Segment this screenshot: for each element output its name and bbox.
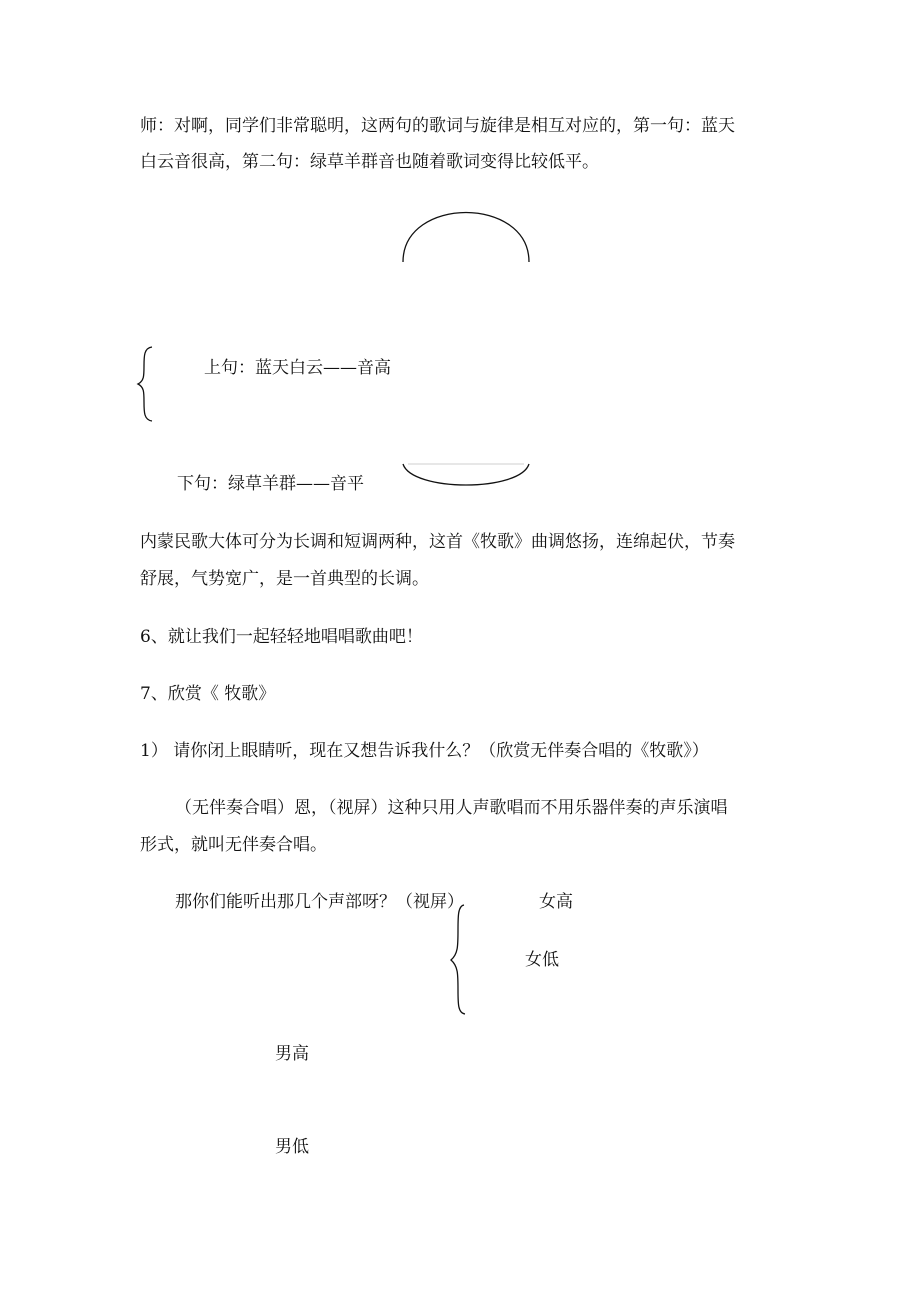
left-brace <box>136 344 158 424</box>
step-7-heading: 7、欣赏《 牧歌》 <box>140 684 276 704</box>
rising-melody-arc <box>400 210 532 266</box>
teacher-paragraph-line-1: 师：对啊，同学们非常聪明，这两句的歌词与旋律是相互对应的，第一句：蓝天 <box>140 116 735 136</box>
voice-parts-question: 那你们能听出那几个声部呀？（视屏） <box>175 892 464 912</box>
lower-phrase-text: 下句：绿草羊群——音平 <box>177 474 364 494</box>
voice-part-male-high: 男高 <box>275 1044 309 1064</box>
voice-parts-brace <box>448 902 470 1018</box>
question-1-text: 1） 请你闭上眼睛听，现在又想告诉我什么？（欣赏无伴奏合唱的《牧歌》） <box>140 741 709 761</box>
teacher-paragraph-line-2: 白云音很高，第二句：绿草羊群音也随着歌词变得比较低平。 <box>140 152 599 172</box>
a-cappella-paragraph-line-2: 形式，就叫无伴奏合唱。 <box>140 835 327 855</box>
step-6-text: 6、就让我们一起轻轻地唱唱歌曲吧！ <box>140 627 423 647</box>
mongolian-paragraph-line-2: 舒展，气势宽广，是一首典型的长调。 <box>140 569 429 589</box>
voice-part-male-low: 男低 <box>275 1137 309 1157</box>
a-cappella-paragraph-line-1: （无伴奏合唱）恩，（视屏）这种只用人声歌唱而不用乐器伴奏的声乐演唱 <box>175 798 728 818</box>
flat-melody-bowl <box>400 460 532 492</box>
upper-phrase-text: 上句：蓝天白云——音高 <box>204 358 391 378</box>
mongolian-paragraph-line-1: 内蒙民歌大体可分为长调和短调两种，这首《牧歌》曲调悠扬，连绵起伏，节奏 <box>140 532 735 552</box>
voice-part-female-low: 女低 <box>525 950 559 970</box>
voice-part-female-high: 女高 <box>539 892 573 912</box>
